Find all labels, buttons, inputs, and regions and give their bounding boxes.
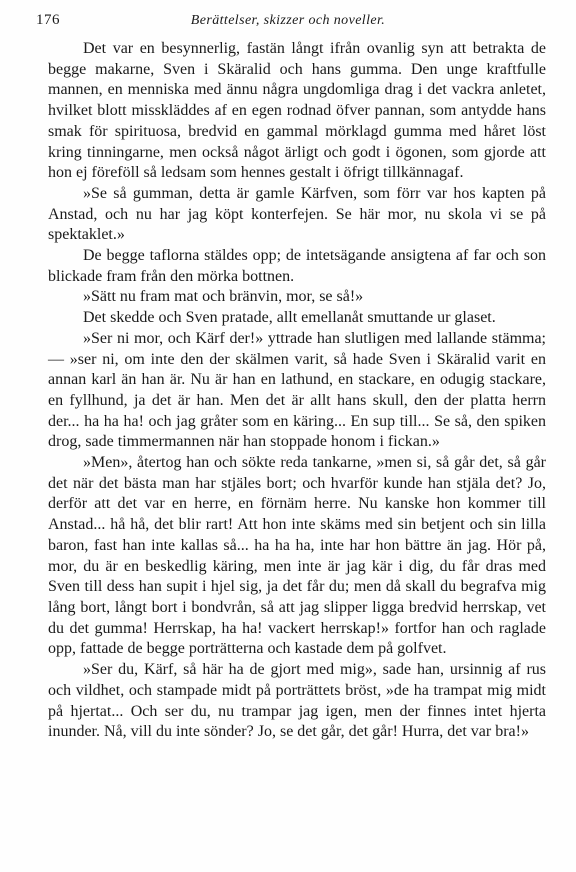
paragraph: De begge taflorna stäldes opp; de intetsägande ansigtena af far och son blickade fram från den mörka bottnen. (48, 247, 546, 285)
paragraph: »Men», återtog han och sökte reda tankarne, »men si, så går det, så går det när det bästa man har stjäles bort; och hvarför kunde han stjäla det? Jo, derför att det var en herre, en förnäm herre. Nu kanske hon kommer till Anstad... hå hå, det blir rart! Att hon inte skäms med sin betjent och sin lilla baron, fast han inte kallas så... ha ha ha, inte har hon bättre än jag. Hör på, mor, du är en beskedlig käring, men inte är jag kär i dig, du får dras med Sven till dess han supit i hjel sig, ja det får du; men då skall du begrafva mig lång bort, långt bort i bondvrån, så att jag slipper ligga bredvid herrskap, vet du det gumma! Herrskap, ha ha! vackert herrskap!» fortfor han och raglade opp, fattade de begge porträtterna och kastade dem på golfvet. (48, 454, 546, 658)
paragraph: »Sätt nu fram mat och bränvin, mor, se så!» (83, 288, 364, 306)
body-text (48, 39, 546, 743)
paragraph: »Ser ni mor, och Kärf der!» yttrade han slutligen med lallande stämma; — »ser ni, om inte den der skälmen varit, så hade Sven i Skäralid varit en annan karl än han är. Nu är han en lathund, en stackare, en odugig stackare, en fyllhund, ja det är han. Men det är allt hans skull, den der platta herrn der... ha ha ha! och jag gråter som en käring... En sup till... Se så, den spiken drog, sade timmermannen när han stoppade honom i fickan.» (48, 329, 546, 451)
paragraph: »Se så gumman, detta är gamle Kärfven, som förr var hos kapten på Anstad, och nu har jag köpt konterfejen. Se här mor, nu skola vi se på spektaklet.» (48, 184, 546, 244)
running-head (36, 12, 540, 34)
paragraph: Det var en besynnerlig, fastän långt ifrån ovanlig syn att betrakta de begge makarne, Sven i Skäralid och hans gumma. Den unge kraftfulle mannen, en menniska med ännu några ungdomliga drag i det vackra anletet, hvilket blott misskläddes af en egen rodnad öfver pannan, som antydde hans smak för spirituosa, bredvid en gammal mörklagd gumma med håret löst kring tinningarne, men också något ärligt och godt i ögonen, som gjorde att hon ej föreföll så ledsam som hennes gestalt i öfrigt tillkännagaf. (48, 40, 546, 182)
running-title: Berättelser, skizzer och noveller. (190, 13, 386, 28)
page-number: 176 (36, 12, 60, 28)
paragraph: »Ser du, Kärf, så här ha de gjort med mig», sade han, ursinnig af rus och vildhet, och stampade midt på porträttets bröst, »de ha trampat mig midt på hjertat... Och ser du, nu trampar jag igen, men der finnes intet hjerta inunder. Nå, vill du inte sönder? Jo, se det går, det går! Hurra, det var bra!» (48, 661, 546, 741)
paragraph: Det skedde och Sven pratade, allt emellanåt smuttande ur glaset. (83, 309, 496, 327)
